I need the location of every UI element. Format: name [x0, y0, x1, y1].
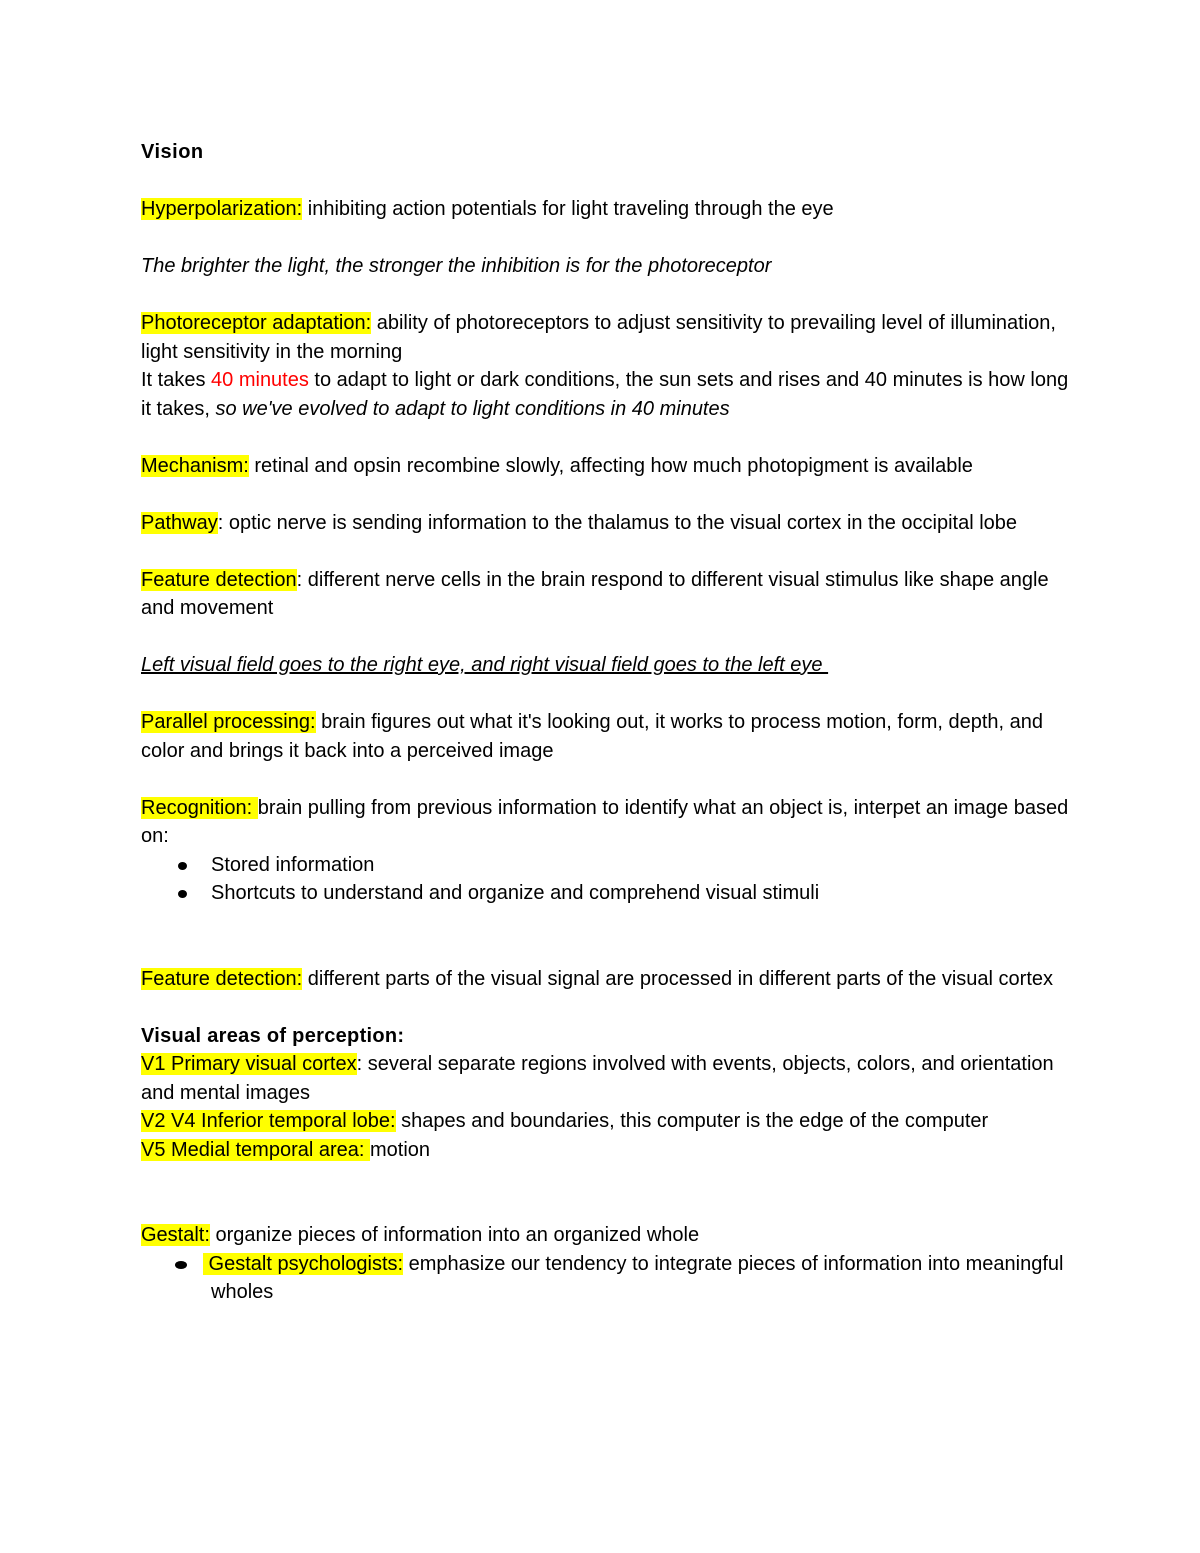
- feature-detection-paragraph: [141, 566, 1071, 623]
- spacer: [141, 423, 1071, 452]
- term-highlight: Hyperpolarization:: [141, 198, 303, 220]
- spacer: [141, 623, 1071, 652]
- list-item: [141, 879, 1071, 908]
- bullet-icon: [178, 890, 187, 898]
- term-highlight: Feature detection:: [141, 967, 303, 990]
- parallel-processing-paragraph: [141, 708, 1071, 765]
- definition-text: ability of photoreceptors to adjust sensitivity to prevailing level of illumination, light sensitivity in the morning: [141, 312, 1056, 363]
- italic-run: so we've evolved to adapt to light conditions in 40 minutes: [215, 397, 730, 420]
- definition-text: brain figures out what it's looking out, it works to process motion, form, depth, and color and brings it back into a perceived image: [141, 711, 1044, 762]
- definition-text: : several separate regions involved with events, objects, colors, and orientation and mental images: [141, 1053, 1054, 1104]
- hyperpolarization-paragraph: [141, 195, 1071, 224]
- definition-text: : optic nerve is sending information to the thalamus to the visual cortex in the occipital lobe: [217, 511, 1018, 534]
- recognition-paragraph: [141, 794, 1071, 851]
- definition-text: brain pulling from previous information to identify what an object is, interpet an image based on:: [141, 796, 1069, 847]
- recognition-list: [141, 851, 1071, 908]
- adaptation-time-paragraph: [141, 366, 1071, 423]
- spacer: [141, 480, 1071, 509]
- visual-areas-heading: Visual areas of perception:: [141, 1024, 405, 1047]
- definition-text: motion: [370, 1138, 431, 1161]
- list-item: [141, 851, 1071, 880]
- term-highlight: V1 Primary visual cortex: [141, 1053, 357, 1075]
- mechanism-paragraph: [141, 452, 1071, 481]
- spacer: [141, 537, 1071, 566]
- definition-text: organize pieces of information into an organized whole: [209, 1224, 700, 1246]
- term-highlight: Parallel processing:: [141, 711, 316, 733]
- term-highlight: Gestalt psychologists:: [203, 1252, 404, 1275]
- list-item-text: Shortcuts to understand and organize and comprehend visual stimuli: [211, 882, 820, 904]
- photoreceptor-paragraph: [141, 309, 1071, 366]
- spacer: [141, 765, 1071, 794]
- text-run: It takes: [141, 369, 212, 391]
- spacer: [141, 993, 1071, 1022]
- visual-field-note: Left visual field goes to the right eye, and right visual field goes to the left eye: [141, 654, 829, 676]
- term-highlight: Pathway: [141, 511, 218, 534]
- v1-paragraph: [141, 1050, 1071, 1107]
- term-highlight: Mechanism:: [141, 454, 249, 477]
- text-run: to adapt to light or dark conditions, the sun sets and rises and 40 minutes is how long it takes,: [141, 369, 1069, 420]
- pathway-paragraph: [141, 509, 1071, 538]
- term-highlight: Photoreceptor adaptation:: [141, 312, 372, 334]
- gestalt-list: [141, 1250, 1071, 1307]
- definition-text: : different nerve cells in the brain respond to different visual stimulus like shape angle and movement: [141, 568, 1049, 619]
- feature-detection-2-paragraph: [141, 965, 1071, 994]
- document-page: [141, 138, 1071, 1307]
- gestalt-paragraph: [141, 1221, 1071, 1250]
- v2-v4-paragraph: [141, 1107, 1071, 1136]
- definition-text: shapes and boundaries, this computer is the edge of the computer: [395, 1110, 989, 1132]
- brighter-note: The brighter the light, the stronger the inhibition is for the photoreceptor: [141, 255, 772, 277]
- list-item: [141, 1250, 1071, 1307]
- definition-text: retinal and opsin recombine slowly, affecting how much photopigment is available: [248, 454, 973, 477]
- spacer: [141, 680, 1071, 709]
- spacer: [141, 908, 1071, 965]
- red-emphasis: 40 minutes: [211, 369, 309, 391]
- bullet-icon: [178, 862, 187, 870]
- v5-paragraph: [141, 1136, 1071, 1165]
- spacer: [141, 281, 1071, 310]
- list-item-text: Stored information: [211, 853, 375, 876]
- list-item-text: emphasize our tendency to integrate pieces of information into meaningful wholes: [211, 1252, 1064, 1303]
- spacer: [141, 224, 1071, 253]
- definition-text: inhibiting action potentials for light traveling through the eye: [302, 198, 834, 220]
- term-highlight: V5 Medial temporal area:: [141, 1138, 371, 1161]
- spacer: [141, 167, 1071, 196]
- bullet-icon: [175, 1261, 187, 1269]
- term-highlight: Feature detection: [141, 568, 297, 591]
- term-highlight: Recognition:: [141, 796, 258, 819]
- term-highlight: V2 V4 Inferior temporal lobe:: [141, 1110, 396, 1132]
- spacer: [141, 1164, 1071, 1221]
- term-highlight: Gestalt:: [141, 1224, 210, 1246]
- definition-text: different parts of the visual signal are processed in different parts of the visual cortex: [302, 967, 1053, 990]
- document-title: Vision: [141, 141, 204, 163]
